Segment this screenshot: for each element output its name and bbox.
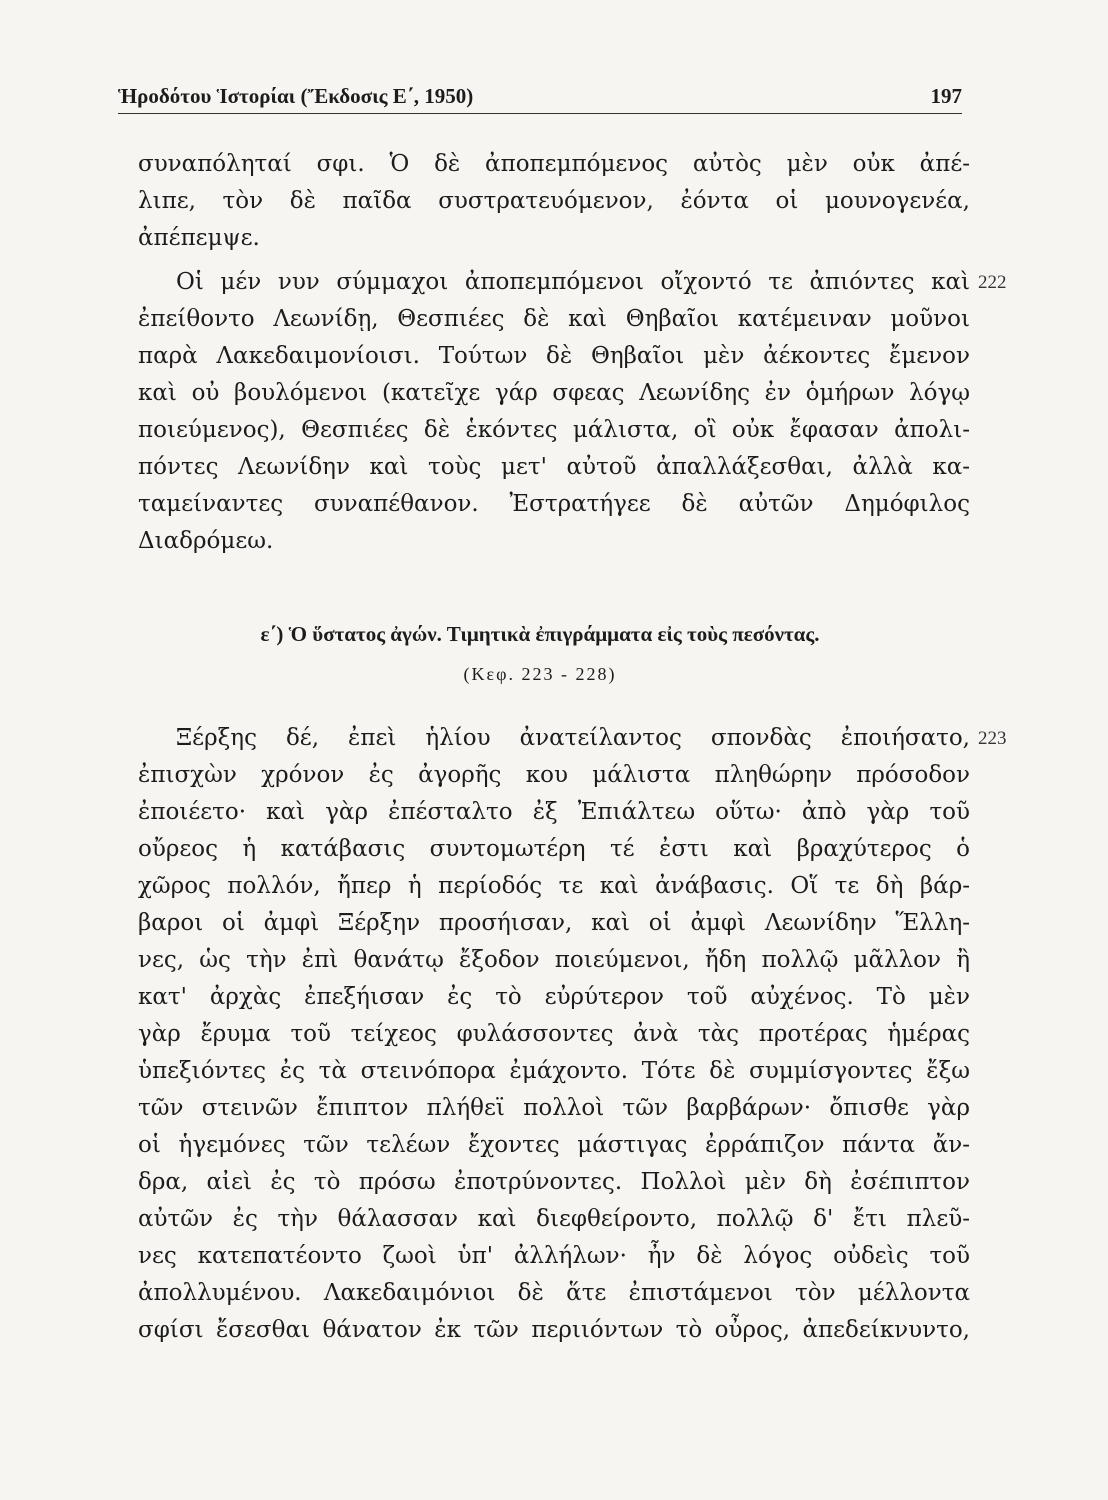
text-line: πόντες Λεωνίδην καὶ τοὺς μετ' αὐτοῦ ἀπαλλάξεσθαι, ἀλλὰ κα- [138,454,970,480]
section-reference: (Κεφ. 223 - 228) [463,664,617,684]
text-line: τῶν στεινῶν ἔπιπτον πλήθεϊ πολλοὶ τῶν βαρβάρων· ὄπισθε γὰρ [138,1095,970,1121]
text-line: ἀπέπεμψε. [138,225,260,251]
text-line: δρα, αἰεὶ ἐς τὸ πρόσω ἐποτρύνοντες. Πολλοὶ μὲν δὴ ἐσέπιπτον [138,1169,970,1195]
text-line: γὰρ ἔρυμα τοῦ τείχεος φυλάσσοντες ἀνὰ τὰς προτέρας ἡμέρας [138,1021,970,1047]
running-header [118,84,962,114]
running-title: Ἡροδότου Ἱστορίαι (Ἔκδοσις Ε΄, 1950) [118,84,474,108]
text-line: ποιεύμενος), Θεσπιέες δὲ ἑκόντες μάλιστα, οἳ οὐκ ἔφασαν ἀπολι- [138,417,970,443]
text-line: ἐπισχὼν χρόνον ἐς ἀγορῆς κου μάλιστα πληθώρην πρόσοδον [138,762,970,788]
text-line: παρὰ Λακεδαιμονίοισι. Τούτων δὲ Θηβαῖοι μὲν ἀέκοντες ἔμενον [138,343,970,369]
text-line: οἱ ἡγεμόνες τῶν τελέων ἔχοντες μάστιγας ἐρράπιζον πάντα ἄν- [138,1132,970,1158]
text-line: Διαδρόμεω. [138,528,274,554]
text-line: ὑπεξιόντες ἐς τὰ στεινόπορα ἐμάχοντο. Τότε δὲ συμμίσγοντες ἔξω [138,1058,970,1084]
text-line: οὔρεος ἡ κατάβασις συντομωτέρη τέ ἐστι καὶ βραχύτερος ὁ [138,836,970,862]
text-line: κατ' ἀρχὰς ἐπεξήισαν ἐς τὸ εὐρύτερον τοῦ αὐχένος. Τὸ μὲν [138,984,970,1010]
chapter-number-222: 222 [978,272,1007,293]
text-line: χῶρος πολλόν, ἤπερ ἡ περίοδός τε καὶ ἀνάβασις. Οἵ τε δὴ βάρ- [138,873,970,899]
text-line: λιπε, τὸν δὲ παῖδα συστρατευόμενον, ἐόντα οἱ μουνογενέα, [138,188,970,214]
text-line: νες, ὡς τὴν ἐπὶ θανάτῳ ἔξοδον ποιεύμενοι, ἤδη πολλῷ μᾶλλον ἢ [138,947,970,973]
text-line: αὐτῶν ἐς τὴν θάλασσαν καὶ διεφθείροντο, πολλῷ δ' ἔτι πλεῦ- [138,1206,970,1232]
paragraph-222 [138,264,970,560]
paragraph-223 [138,720,970,1349]
text-line: ἐπείθοντο Λεωνίδῃ, Θεσπιέες δὲ καὶ Θηβαῖοι κατέμειναν μοῦνοι [138,306,970,332]
text-line: ἀπολλυμένου. Λακεδαιμόνιοι δὲ ἅτε ἐπιστάμενοι τὸν μέλλοντα [138,1280,970,1306]
section-heading: ε΄) Ὁ ὕστατος ἀγών. Τιμητικὰ ἐπιγράμματα εἰς τοὺς πεσόντας. [260,622,820,646]
text-line: βαροι οἱ ἀμφὶ Ξέρξην προσήισαν, καὶ οἱ ἀμφὶ Λεωνίδην Ἕλλη- [138,910,970,936]
chapter-number-223: 223 [978,728,1007,749]
text-line: συναπόληταί σφι. Ὁ δὲ ἀποπεμπόμενος αὐτὸς μὲν οὐκ ἀπέ- [138,151,970,177]
text-line: καὶ οὐ βουλόμενοι (κατεῖχε γάρ σφεας Λεωνίδης ἐν ὁμήρων λόγῳ [138,380,970,406]
text-line: σφίσι ἔσεσθαι θάνατον ἐκ τῶν περιιόντων τὸ οὖρος, ἀπεδείκνυντο, [138,1317,970,1343]
text-line: Ξέρξης δέ, ἐπεὶ ἡλίου ἀνατείλαντος σπονδὰς ἐποιήσατο, [176,725,970,751]
text-line: ἐποιέετο· καὶ γὰρ ἐπέσταλτο ἐξ Ἐπιάλτεω οὕτω· ἀπὸ γὰρ τοῦ [138,799,970,825]
paragraph-1 [138,146,970,257]
text-line: Οἱ μέν νυν σύμμαχοι ἀποπεμπόμενοι οἴχοντό τε ἀπιόντες καὶ [176,269,970,295]
text-line: ταμείναντες συναπέθανον. Ἐστρατήγεε δὲ αὐτῶν Δημόφιλος [138,491,970,517]
text-line: νες κατεπατέοντο ζωοὶ ὑπ' ἀλλήλων· ἦν δὲ λόγος οὐδεὶς τοῦ [138,1243,970,1269]
page-number: 197 [930,84,962,108]
